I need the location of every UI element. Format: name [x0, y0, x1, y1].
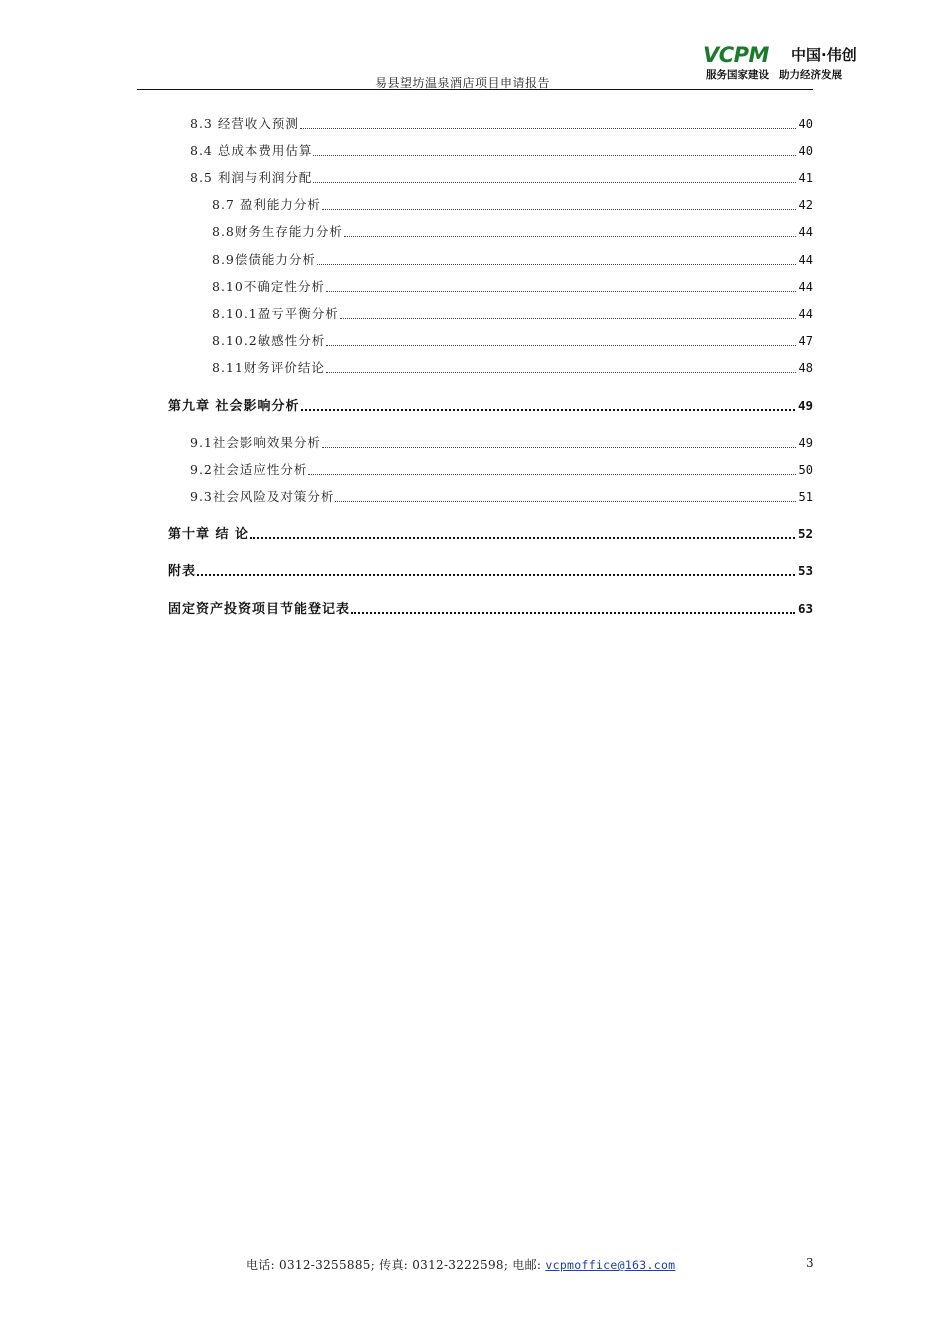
toc-entry-label: 8.10.2敏感性分析: [212, 333, 326, 348]
toc-entry[interactable]: [168, 599, 813, 619]
toc-entry-label: 固定资产投资项目节能登记表: [168, 602, 351, 617]
toc-entry-page: 40: [798, 117, 813, 131]
toc-dot-leader: [197, 574, 795, 576]
toc-entry-page: 51: [798, 490, 813, 504]
toc-entry-label: 9.1社会影响效果分析: [190, 435, 321, 450]
toc-entry-label: 8.4 总成本费用估算: [190, 143, 313, 158]
toc-entry[interactable]: [168, 396, 813, 416]
toc-dot-leader: [351, 612, 795, 614]
toc-entry-label: 8.11财务评价结论: [212, 360, 325, 375]
toc-dot-leader: [313, 182, 795, 183]
toc-entry-page: 40: [798, 144, 813, 158]
footer-email-link[interactable]: vcpmoffice@163.com: [545, 1258, 676, 1272]
toc-entry-page: 63: [797, 601, 813, 616]
toc-entry-label: 第十章 结 论: [168, 527, 250, 542]
page-number: 3: [806, 1256, 814, 1270]
toc-entry-page: 49: [798, 436, 813, 450]
toc-dot-leader: [308, 474, 795, 475]
toc-entry-page: 52: [797, 526, 813, 541]
header-title: 易县望坊温泉酒店项目申请报告: [375, 76, 551, 90]
toc-entry[interactable]: [212, 277, 813, 297]
page-footer: [246, 1256, 675, 1273]
toc-dot-leader: [301, 409, 795, 411]
toc-entry[interactable]: [212, 304, 813, 324]
table-of-contents: [0, 0, 950, 640]
toc-dot-leader: [322, 209, 796, 210]
toc-entry[interactable]: [190, 141, 813, 161]
toc-entry[interactable]: [212, 250, 813, 270]
toc-entry-label: 8.10.1盈亏平衡分析: [212, 306, 339, 321]
toc-entry[interactable]: [168, 524, 813, 544]
logo-mark: VCPM: [703, 43, 769, 67]
toc-entry-page: 44: [798, 225, 813, 239]
toc-dot-leader: [326, 372, 796, 373]
toc-entry[interactable]: [190, 460, 813, 480]
toc-entry-label: 9.3社会风险及对策分析: [190, 489, 335, 504]
toc-entry[interactable]: [190, 168, 813, 188]
toc-entry[interactable]: [212, 195, 813, 215]
toc-entry-label: 9.2社会适应性分析: [190, 462, 308, 477]
toc-entry-label: 8.3 经营收入预测: [190, 116, 299, 131]
toc-entry-page: 50: [798, 463, 813, 477]
toc-entry-page: 47: [798, 334, 813, 348]
toc-dot-leader: [326, 345, 795, 346]
toc-dot-leader: [300, 128, 796, 129]
logo-slogan-left: 服务国家建设: [706, 69, 769, 81]
toc-dot-leader: [344, 236, 796, 237]
logo-name: 中国·伟创: [791, 46, 857, 64]
toc-entry[interactable]: [168, 561, 813, 581]
toc-entry-label: 8.9偿债能力分析: [212, 252, 316, 267]
toc-entry[interactable]: [212, 222, 813, 242]
toc-entry-label: 第九章 社会影响分析: [168, 399, 300, 414]
toc-entry[interactable]: [212, 358, 813, 378]
toc-entry[interactable]: [190, 487, 813, 507]
toc-dot-leader: [322, 447, 796, 448]
toc-entry-label: 8.5 利润与利润分配: [190, 170, 313, 185]
footer-contact: 电话: 0312-3255885; 传真: 0312-3222598; 电邮:: [246, 1258, 546, 1272]
toc-entry-label: 8.8财务生存能力分析: [212, 224, 343, 239]
toc-entry[interactable]: [190, 433, 813, 453]
toc-entry[interactable]: [190, 114, 813, 134]
toc-entry-page: 49: [797, 398, 813, 413]
toc-entry[interactable]: [212, 331, 813, 351]
toc-entry-page: 48: [798, 361, 813, 375]
toc-dot-leader: [326, 291, 796, 292]
toc-entry-page: 44: [798, 253, 813, 267]
toc-dot-leader: [335, 501, 795, 502]
toc-entry-label: 附表: [168, 564, 197, 579]
toc-entry-page: 44: [798, 307, 813, 321]
toc-entry-page: 42: [798, 198, 813, 212]
toc-dot-leader: [317, 264, 796, 265]
toc-entry-page: 41: [798, 171, 813, 185]
logo-slogan-right: 助力经济发展: [779, 69, 842, 81]
toc-dot-leader: [250, 537, 795, 539]
toc-entry-label: 8.10不确定性分析: [212, 279, 325, 294]
toc-dot-leader: [340, 318, 796, 319]
toc-entry-page: 44: [798, 280, 813, 294]
toc-entry-page: 53: [797, 563, 813, 578]
toc-entry-label: 8.7 盈利能力分析: [212, 197, 321, 212]
toc-dot-leader: [313, 155, 795, 156]
